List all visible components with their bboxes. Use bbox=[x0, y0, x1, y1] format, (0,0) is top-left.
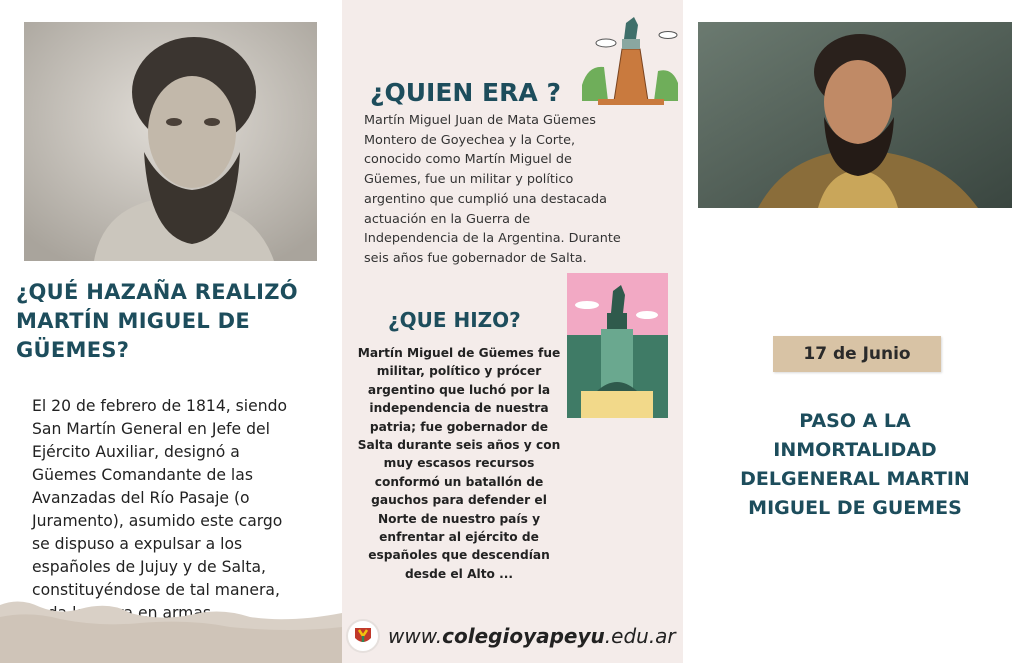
equestrian-monument-illustration bbox=[578, 5, 682, 109]
date-label: 17 de Junio bbox=[773, 336, 941, 372]
tribute-heading: PASO A LA INMORTALIDAD DELGENERAL MARTIN MIGUEL DE GUEMES bbox=[740, 410, 970, 519]
school-logo-icon bbox=[346, 619, 380, 653]
guemes-monument-illustration bbox=[567, 273, 668, 418]
left-paragraph: El 20 de febrero de 1814, siendo San Martín General en Jefe del Ejército Auxiliar, designó a Güemes Comandante de las Avanzadas del Río Pasaje (o Juramento), asumido este cargo se dispuso a expulsar a los españoles de Jujuy y de Salta, constituyéndose de tal manera, en armas bbox=[32, 397, 288, 622]
guemes-portrait-sepia bbox=[24, 22, 317, 261]
torn-paper-decoration bbox=[0, 593, 342, 663]
what-did-paragraph: Martín Miguel de Güemes fue militar, político y prócer argentino que luchó por la independencia de nuestra patria; fue gobernador de Salta durante seis años y con muy escasos recursos conformó un batallón de gauchos para defender el Norte de nuestro país y enfrentar al ejército de españoles que descendían desde el Alto ... bbox=[357, 346, 561, 581]
left-heading: ¿QUÉ HAZAÑA REALIZÓ MARTÍN MIGUEL DE GÜEMES? bbox=[16, 280, 298, 362]
school-website-link[interactable] bbox=[346, 617, 676, 655]
website-url: www.colegioyapeyu.edu.ar bbox=[388, 624, 676, 648]
who-was-heading: ¿QUIEN ERA ? bbox=[370, 78, 561, 107]
who-was-paragraph: Martín Miguel Juan de Mata Güemes Montero de Goyechea y la Corte, conocido como Martín Miguel de Güemes, fue un militar y político argentino que cumplió una destacada actuación en la Guerra de Independencia de la Argentina. Durante seis años fue gobernador de Salta. bbox=[364, 113, 621, 266]
guemes-portrait-painting bbox=[698, 22, 1012, 208]
what-did-heading: ¿QUE HIZO? bbox=[388, 308, 521, 332]
